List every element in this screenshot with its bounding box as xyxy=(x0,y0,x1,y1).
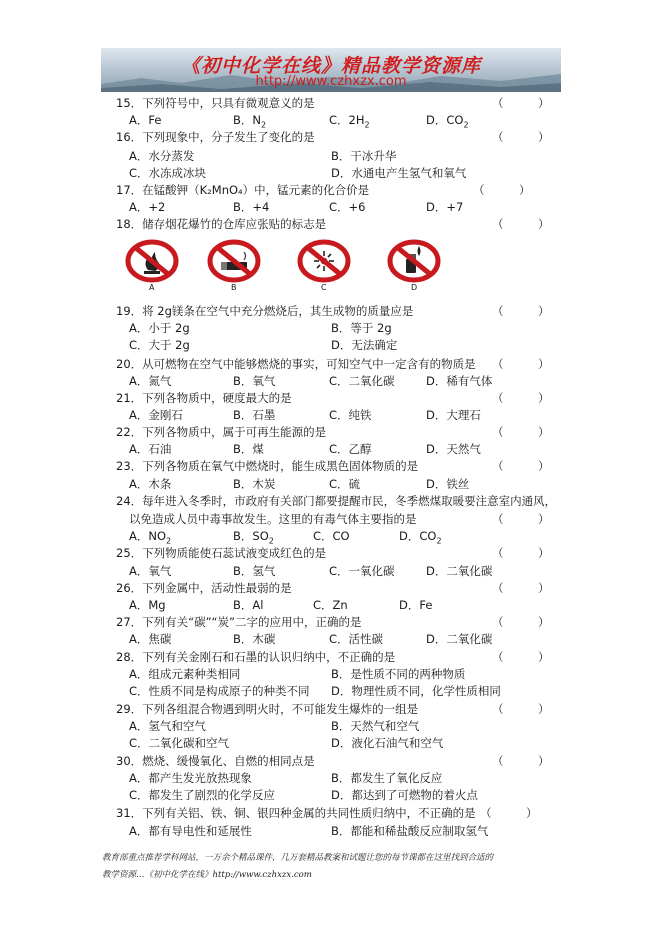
option-b xyxy=(233,200,269,214)
option-text: D．都达到了可燃物的着火点 xyxy=(331,788,478,802)
answer-bracket[interactable]: （ ） xyxy=(492,217,550,231)
option-text: A．焦碳 xyxy=(129,632,172,646)
option-c xyxy=(329,374,395,388)
question-stem: 22．下列各物质中，属于可再生能源的是 xyxy=(116,425,327,439)
option-text: C．纯铁 xyxy=(329,408,372,422)
option-text: B．都发生了氧化反应 xyxy=(331,771,443,785)
question-stem: 16．下列现象中，分子发生了变化的是 xyxy=(116,130,315,144)
question-stem-continued: 以免造成人员中毒事故发生。这里的有毒气体主要指的是 xyxy=(129,512,417,526)
option-text: A．都有导电性和延展性 xyxy=(129,824,252,838)
footer-line-2: 教学资源…《初中化学在线》http://www.czhxzx.com xyxy=(102,870,312,880)
option-text: C．硫 xyxy=(329,477,361,491)
option-c xyxy=(329,200,365,214)
option-a xyxy=(129,374,171,388)
question-stem: 18．储存烟花爆竹的仓库应张贴的标志是 xyxy=(116,217,327,231)
no-open-flame-icon xyxy=(124,239,180,283)
option-d xyxy=(426,113,469,132)
answer-bracket[interactable]: （ ） xyxy=(492,650,550,664)
option-a xyxy=(129,824,252,838)
answer-bracket[interactable]: （ ） xyxy=(492,702,550,716)
option-text: A．+2 xyxy=(129,200,166,214)
option-text: B．煤 xyxy=(233,442,264,456)
option-text: B．木碳 xyxy=(233,632,276,646)
question-stem: 30．燃烧、缓慢氧化、自燃的相同点是 xyxy=(116,754,315,768)
option-text: B．都能和稀盐酸反应制取氢气 xyxy=(331,824,489,838)
answer-bracket[interactable]: （ ） xyxy=(492,754,550,768)
option-subscript: 2 xyxy=(261,120,267,130)
option-text: C．+6 xyxy=(329,200,366,214)
option-text: D．二氧化碳 xyxy=(426,632,493,646)
question-stem: 29．下列各组混合物遇到明火时，不可能发生爆炸的一组是 xyxy=(116,702,419,716)
option-a xyxy=(129,477,171,491)
question-stem: 27．下列有关“碳”“炭”二字的应用中，正确的是 xyxy=(116,615,362,629)
answer-bracket[interactable]: （ ） xyxy=(492,615,550,629)
option-text: A．小于 2g xyxy=(129,321,190,335)
option-c xyxy=(329,408,372,422)
option-a xyxy=(129,321,190,335)
option-b xyxy=(331,667,465,681)
option-text: C．2H xyxy=(329,113,365,127)
option-a xyxy=(129,113,161,127)
option-a xyxy=(129,200,165,214)
question-stem: 25．下列物质能使石蕊试液变成红色的是 xyxy=(116,546,327,560)
option-text: D．大理石 xyxy=(426,408,481,422)
option-b xyxy=(331,321,392,335)
option-a xyxy=(129,408,183,422)
option-text: A．Mg xyxy=(129,598,166,612)
option-text: A．Fe xyxy=(129,113,162,127)
option-d xyxy=(331,338,397,352)
option-subscript: 2 xyxy=(364,120,370,130)
banner-url[interactable]: http://www.czhxzx.com xyxy=(255,74,407,89)
option-d xyxy=(331,736,443,750)
option-text: C．Zn xyxy=(313,598,348,612)
option-text: B．氧气 xyxy=(233,374,276,388)
option-text: C．性质不同是构成原子的种类不同 xyxy=(129,684,310,698)
no-fireworks-icon xyxy=(296,239,352,283)
option-subscript: 2 xyxy=(268,536,274,546)
option-text: A．组成元素种类相同 xyxy=(129,667,241,681)
option-a xyxy=(129,632,171,646)
option-c xyxy=(329,442,372,456)
option-c xyxy=(129,166,206,180)
option-text: C．二氧化碳 xyxy=(329,374,395,388)
option-d xyxy=(399,529,442,548)
option-a xyxy=(129,564,171,578)
answer-bracket[interactable]: （ ） xyxy=(492,391,550,405)
option-text: C．乙醇 xyxy=(329,442,372,456)
no-smoking-icon xyxy=(206,239,262,283)
question-stem: 19．将 2g镁条在空气中充分燃烧后，其生成物的质量应是 xyxy=(116,304,414,318)
sign-label: A xyxy=(149,283,155,292)
option-text: A．石油 xyxy=(129,442,172,456)
option-text: B．SO xyxy=(233,529,269,543)
answer-bracket[interactable]: （ ） xyxy=(492,425,550,439)
option-text: B．+4 xyxy=(233,200,270,214)
header-banner xyxy=(101,48,561,92)
option-b xyxy=(233,477,275,491)
option-subscript: 2 xyxy=(436,536,442,546)
option-d xyxy=(426,408,481,422)
option-text: B．是性质不同的两种物质 xyxy=(331,667,466,681)
option-d xyxy=(426,200,463,214)
option-b xyxy=(233,408,275,422)
question-stem: 21．下列各物质中，硬度最大的是 xyxy=(116,391,292,405)
option-b xyxy=(331,149,396,163)
option-text: B．干冰升华 xyxy=(331,149,397,163)
option-d xyxy=(331,684,501,698)
question-stem: 28．下列有关金刚石和石墨的认识归纳中，不正确的是 xyxy=(116,650,396,664)
option-c xyxy=(129,338,190,352)
option-text: D．物理性质不同，化学性质相同 xyxy=(331,684,501,698)
option-text: D．+7 xyxy=(426,200,464,214)
option-text: C．大于 2g xyxy=(129,338,190,352)
option-c xyxy=(313,529,350,543)
option-text: D．CO xyxy=(399,529,437,543)
option-text: C．CO xyxy=(313,529,350,543)
option-b xyxy=(233,442,264,456)
option-text: D．稀有气体 xyxy=(426,374,493,388)
option-c xyxy=(329,477,360,491)
option-text: A．氢气和空气 xyxy=(129,719,206,733)
option-d xyxy=(426,564,492,578)
answer-bracket[interactable]: （ ） xyxy=(492,459,550,473)
option-b xyxy=(233,598,263,612)
answer-bracket[interactable]: （ ） xyxy=(492,96,550,110)
option-c xyxy=(329,632,383,646)
sign-label: D xyxy=(411,283,418,292)
option-b xyxy=(331,824,488,838)
option-d xyxy=(426,632,492,646)
option-a xyxy=(129,771,252,785)
option-text: A．NO xyxy=(129,529,167,543)
option-c xyxy=(129,684,310,698)
option-d xyxy=(426,374,492,388)
sign-label: C xyxy=(321,283,327,292)
question-stem: 15．下列符号中，只具有微观意义的是 xyxy=(116,96,315,110)
sign-label: B xyxy=(231,283,237,292)
option-text: B．等于 2g xyxy=(331,321,392,335)
option-a xyxy=(129,667,240,681)
option-text: C．一氧化碳 xyxy=(329,564,395,578)
answer-bracket[interactable]: （ ） xyxy=(492,581,550,595)
question-stem: 26．下列金属中，活动性最弱的是 xyxy=(116,581,292,595)
option-c xyxy=(129,788,275,802)
option-b xyxy=(331,719,419,733)
option-text: B．石墨 xyxy=(233,408,276,422)
option-text: C．都发生了剧烈的化学反应 xyxy=(129,788,276,802)
option-text: D．Fe xyxy=(399,598,433,612)
option-d xyxy=(331,788,478,802)
answer-bracket[interactable]: （ ） xyxy=(492,357,550,371)
option-text: D．水通电产生氢气和氧气 xyxy=(331,166,467,180)
option-text: D．铁丝 xyxy=(426,477,470,491)
option-text: B．N xyxy=(233,113,261,127)
option-a xyxy=(129,442,171,456)
option-text: C．水冻成冰块 xyxy=(129,166,207,180)
answer-bracket[interactable]: （ ） xyxy=(492,546,550,560)
option-c xyxy=(329,113,370,132)
option-b xyxy=(233,564,275,578)
banner-title: 《初中化学在线》精品教学资源库 xyxy=(180,55,481,77)
option-d xyxy=(331,166,466,180)
answer-bracket[interactable]: （ ） xyxy=(492,130,550,144)
option-d xyxy=(426,477,469,491)
option-text: A．金刚石 xyxy=(129,408,183,422)
option-a xyxy=(129,149,194,163)
option-c xyxy=(129,736,229,750)
option-a xyxy=(129,719,206,733)
option-text: D．二氧化碳 xyxy=(426,564,493,578)
no-lighter-icon xyxy=(386,239,442,283)
option-text: A．氮气 xyxy=(129,374,172,388)
option-subscript: 2 xyxy=(166,536,172,546)
option-text: D．液化石油气和空气 xyxy=(331,736,444,750)
option-text: D．无法确定 xyxy=(331,338,398,352)
option-b xyxy=(233,632,275,646)
option-b xyxy=(331,771,442,785)
option-c xyxy=(313,598,348,612)
option-a xyxy=(129,598,166,612)
question-stem: 31．下列有关铝、铁、铜、银四种金属的共同性质归纳中，不正确的是 xyxy=(116,806,476,820)
option-text: C．活性碳 xyxy=(329,632,384,646)
option-subscript: 2 xyxy=(463,120,469,130)
option-text: C．二氧化碳和空气 xyxy=(129,736,230,750)
option-text: A．木条 xyxy=(129,477,172,491)
footer-line-1: 教育部重点推荐学科网站，一万余个精品课件，几万套精品教案和试题让您的每节课都在这里找到合适的 xyxy=(102,853,494,863)
question-stem: 23．下列各物质在氧气中燃烧时，能生成黑色固体物质的是 xyxy=(116,459,419,473)
option-text: A．水分蒸发 xyxy=(129,149,195,163)
option-text: A．都产生发光放热现象 xyxy=(129,771,252,785)
question-stem: 17．在锰酸钾（K₂MnO₄）中，锰元素的化合价是 xyxy=(116,183,370,197)
question-stem: 24．每年进入冬季时，市政府有关部门都要提醒市民，冬季燃煤取暖要注意室内通风， xyxy=(116,494,557,508)
option-text: B．天然气和空气 xyxy=(331,719,420,733)
option-text: B．Al xyxy=(233,598,264,612)
answer-bracket[interactable]: （ ） xyxy=(480,806,538,820)
option-text: B．氢气 xyxy=(233,564,276,578)
question-stem: 20．从可燃物在空气中能够燃烧的事实，可知空气中一定含有的物质是 xyxy=(116,357,476,371)
answer-bracket[interactable]: （ ） xyxy=(492,512,550,526)
option-text: B．木炭 xyxy=(233,477,276,491)
option-b xyxy=(233,374,275,388)
answer-bracket[interactable]: （ ） xyxy=(473,183,531,197)
option-c xyxy=(329,564,395,578)
option-d xyxy=(426,442,481,456)
answer-bracket[interactable]: （ ） xyxy=(492,304,550,318)
option-d xyxy=(399,598,432,612)
option-text: A．氧气 xyxy=(129,564,172,578)
option-text: D．CO xyxy=(426,113,464,127)
option-text: D．天然气 xyxy=(426,442,481,456)
